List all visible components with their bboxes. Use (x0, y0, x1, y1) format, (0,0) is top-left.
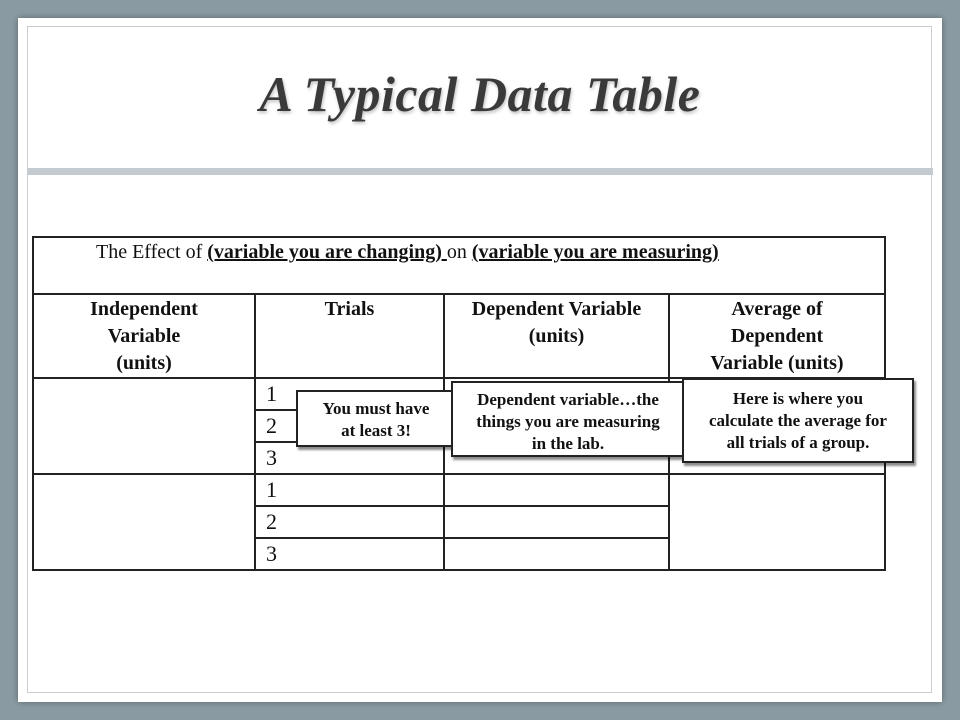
header-line: Variable (units) (710, 352, 844, 374)
trial-number: 3 (255, 442, 444, 474)
header-line: (units) (528, 325, 585, 347)
header-dependent-variable (444, 294, 669, 378)
dependent-value-cell (444, 506, 669, 538)
independent-value-cell (33, 474, 255, 570)
dependent-value-cell (444, 538, 669, 570)
header-line: Variable (107, 325, 181, 347)
caption-independent: (variable you are changing) (207, 241, 447, 263)
trial-number: 3 (255, 538, 444, 570)
callout-line: at least 3! (341, 421, 411, 440)
trial-number: 2 (255, 506, 444, 538)
callout-dependent-note (451, 381, 685, 457)
slide-title: A Typical Data Table (259, 66, 701, 122)
trial-number: 2 (255, 410, 444, 442)
trial-number: 1 (255, 378, 444, 410)
callout-line: all trials of a group. (726, 433, 870, 452)
table-caption (33, 237, 885, 294)
header-line: Trials (324, 298, 375, 320)
callout-line: You must have (322, 399, 430, 418)
header-line: Independent (90, 298, 198, 320)
callout-trials-note (296, 390, 456, 447)
title-divider (27, 168, 933, 175)
header-average (669, 294, 885, 378)
average-value-cell (669, 474, 885, 570)
callout-average-note (682, 378, 914, 463)
header-line: Dependent (730, 325, 824, 347)
caption-prefix: The Effect of (96, 241, 208, 263)
callout-line: Here is where you (732, 389, 864, 408)
header-line: Dependent Variable (471, 298, 642, 320)
caption-dependent: (variable you are measuring) (471, 241, 719, 263)
callout-line: calculate the average for (709, 411, 887, 430)
callout-line: in the lab. (531, 434, 605, 453)
callout-line: Dependent variable…the (477, 390, 659, 409)
header-line: Average of (731, 298, 823, 320)
dependent-value-cell (444, 474, 669, 506)
header-line: (units) (116, 352, 172, 374)
trial-number: 1 (255, 474, 444, 506)
caption-middle: on (446, 241, 472, 263)
header-trials (255, 294, 444, 378)
independent-value-cell (33, 378, 255, 474)
header-independent-variable (33, 294, 255, 378)
callout-line: things you are measuring (476, 412, 660, 431)
